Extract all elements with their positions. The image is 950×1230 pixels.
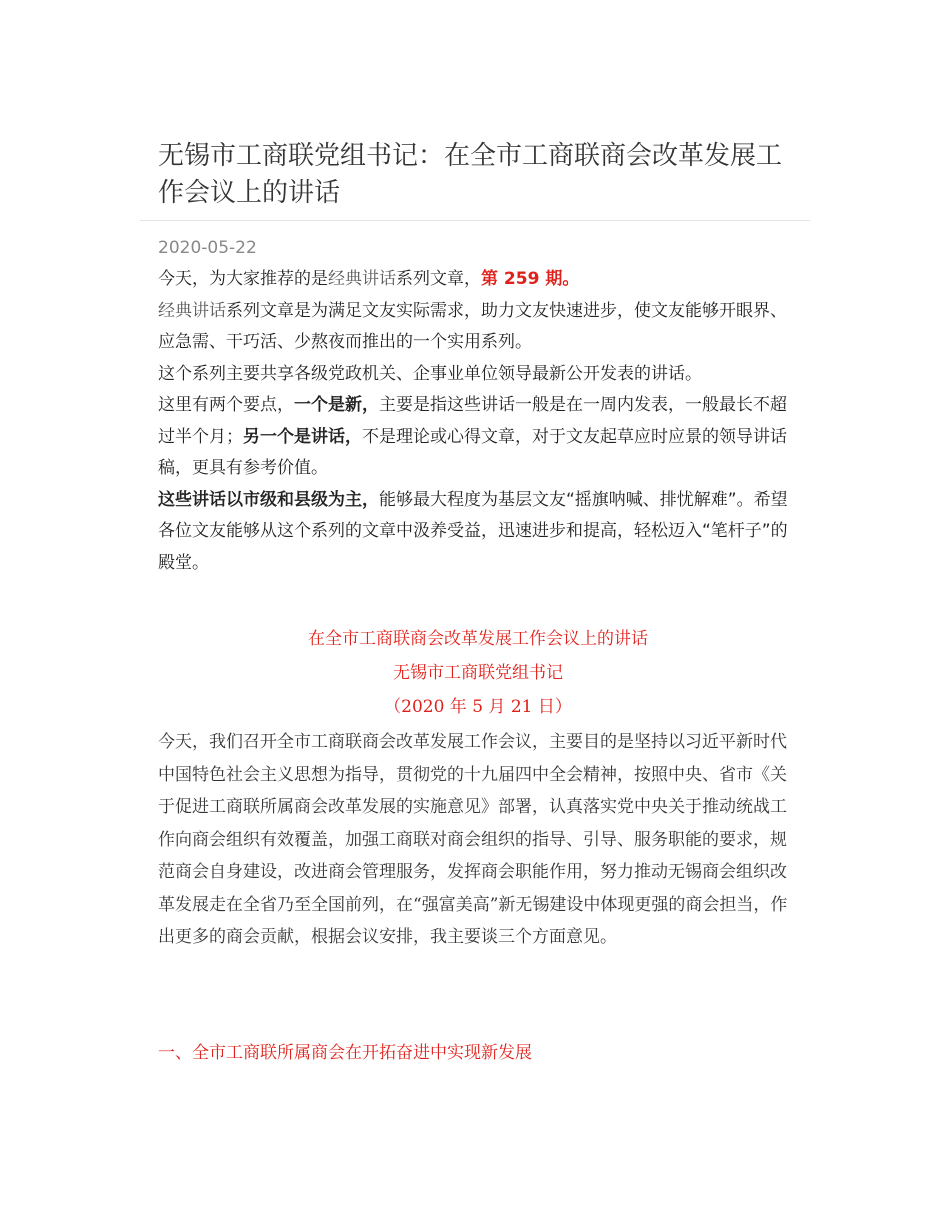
title-divider	[140, 220, 810, 221]
speech-header	[158, 622, 798, 724]
intro-paragraph-1: 今天，为大家推荐的是经典讲话系列文章，第 259 期。	[158, 269, 580, 289]
publish-date: 2020-05-22	[158, 238, 257, 258]
speech-speaker: 无锡市工商联党组书记	[393, 663, 563, 683]
key-point-1: 一个是新，	[294, 395, 379, 415]
intro-section	[158, 264, 798, 579]
speech-paragraph: 今天，我们召开全市工商联商会改革发展工作会议，主要目的是坚持以习近平新时代中国特色社会主义思想为指导，贯彻党的十九届四中全会精神，按照中央、省市《关于促进工商联所属商会改革发展的实施意见》部署，认真落实党中央关于推动统战工作向商会组织有效覆盖，加强工商联对商会组织的指导、引导、服务职能的要求，规范商会自身建设，改进商会管理服务，发挥商会职能作用，努力推动无锡商会组织改革发展走在全省乃至全国前列，在“强富美高”新无锡建设中体现更强的商会担当，作出更多的商会贡献，根据会议安排，我主要谈三个方面意见。	[158, 732, 788, 947]
scope-note: 这些讲话以市级和县级为主，	[158, 489, 379, 510]
series-name: 经典讲话	[158, 300, 226, 321]
intro-paragraph-5: 这些讲话以市级和县级为主，能够最大程度为基层文友“摇旗呐喊、排忧解难”。希望各位文友能够从这个系列的文章中汲养受益，迅速进步和提高，轻松迈入“笔杆子”的殿堂。	[158, 489, 788, 573]
intro-paragraph-3: 这个系列主要共享各级党政机关、企事业单位领导最新公开发表的讲话。	[158, 363, 702, 384]
speech-date: （2020 年 5 月 21 日）	[384, 697, 572, 717]
section-heading: 一、全市工商联所属商会在开拓奋进中实现新发展	[158, 1043, 532, 1063]
intro-paragraph-2: 经典讲话系列文章是为满足文友实际需求，助力文友快速进步，使文友能够开眼界、应急需、干巧活、少熬夜而推出的一个实用系列。	[158, 300, 787, 352]
intro-paragraph-4: 这里有两个要点，一个是新，主要是指这些讲话一般是在一周内发表，一般最长不超过半个月；另一个是讲话，不是理论或心得文章，对于文友起草应时应景的领导讲话稿，更具有参考价值。	[158, 395, 787, 478]
key-point-2: 另一个是讲话，	[243, 426, 362, 447]
series-name: 经典讲话	[328, 269, 396, 289]
issue-number: 第 259 期。	[481, 269, 580, 289]
article-title: 无锡市工商联党组书记：在全市工商联商会改革发展工作会议上的讲话	[158, 141, 783, 208]
speech-heading: 在全市工商联商会改革发展工作会议上的讲话	[308, 629, 648, 649]
